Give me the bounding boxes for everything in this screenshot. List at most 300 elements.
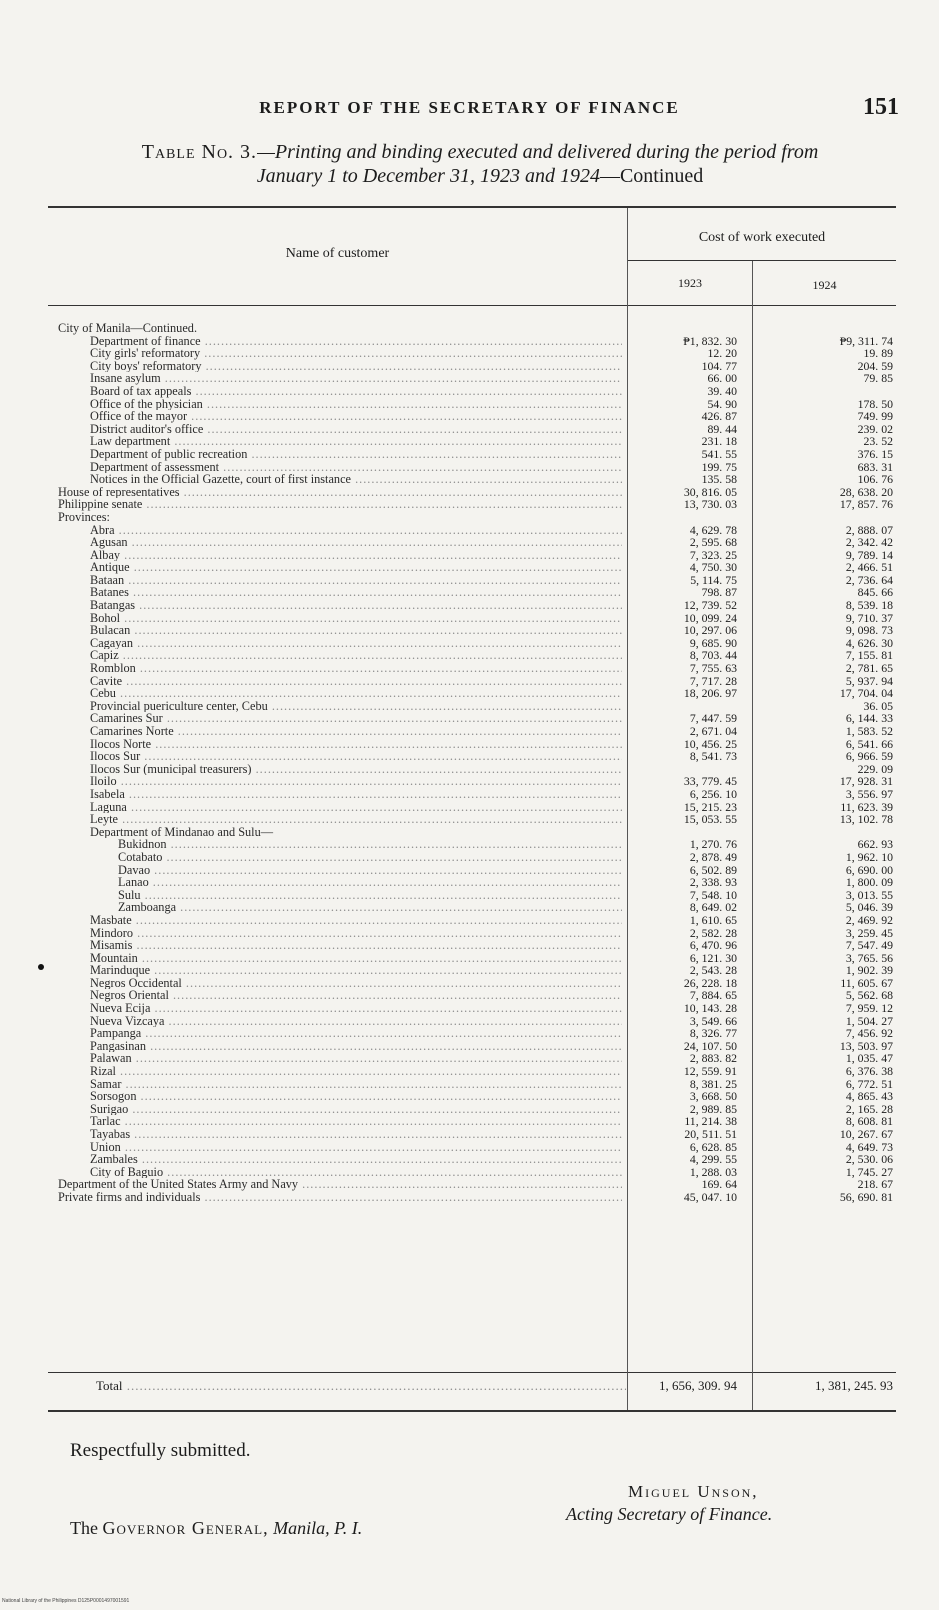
customer-name: City girls' reformatory ..... (90, 347, 622, 360)
cost-1924: 6, 690. 00 (845, 862, 893, 877)
table-row (0, 788, 939, 801)
cost-1923: 24, 107. 50 (683, 1038, 737, 1053)
customer-name: Davao ..... (118, 864, 622, 877)
customer-name: Law department ..... (90, 435, 622, 448)
table-row (0, 989, 939, 1002)
cost-1924: 6, 144. 33 (845, 711, 893, 726)
customer-name: Nueva Vizcaya ..... (90, 1015, 622, 1028)
customer-name: Tarlac ..... (90, 1115, 622, 1128)
cost-1923: 169. 64 (701, 1177, 737, 1192)
cost-1923: 11, 214. 38 (684, 1114, 737, 1129)
scan-footer: National Library of the Philippines D125P0001497001591 (2, 1598, 130, 1604)
cost-1924: 218. 67 (857, 1177, 893, 1192)
cost-1924: 6, 376. 38 (845, 1064, 893, 1079)
customer-name: Department of public recreation ..... (90, 448, 622, 461)
cost-1923: 4, 629. 78 (689, 522, 737, 537)
cost-1924: 1, 745. 27 (845, 1164, 893, 1179)
cost-1924: 1, 035. 47 (845, 1051, 893, 1066)
cost-1924: 3, 556. 97 (845, 786, 893, 801)
signer-name: Miguel Unson, (628, 1482, 759, 1501)
cost-1923: 6, 502. 89 (689, 862, 737, 877)
cost-1923: 1, 288. 03 (689, 1164, 737, 1179)
cost-1924: 5, 937. 94 (845, 673, 893, 688)
cost-1923: 26, 228. 18 (683, 975, 737, 990)
cost-1924: 10, 267. 67 (839, 1127, 893, 1141)
cost-1924: 56, 690. 81 (839, 1189, 893, 1204)
cost-1923: 2, 883. 82 (689, 1051, 737, 1066)
table-row (0, 687, 939, 700)
cost-1923: 6, 256. 10 (689, 786, 737, 801)
table-row (0, 826, 939, 839)
table-row (0, 586, 939, 599)
table-row (0, 1178, 939, 1191)
cost-1923: 20, 511. 51 (684, 1127, 737, 1141)
cost-1923: 33, 779. 45 (683, 774, 737, 789)
cost-1923: 3, 549. 66 (689, 1013, 737, 1028)
cost-1923: 15, 215. 23 (683, 799, 737, 814)
table-caption (60, 140, 900, 188)
cost-subheader-rule (628, 260, 896, 261)
cost-1924: 9, 710. 37 (845, 610, 893, 625)
cost-1923: 6, 121. 30 (689, 950, 737, 965)
cost-1924: 7, 155. 81 (845, 648, 893, 663)
customer-name: Cebu ..... (90, 687, 622, 700)
table-row (0, 775, 939, 788)
table-title-line2: January 1 to December 31, 1923 and 1924 (256, 165, 600, 187)
cost-1924: 6, 966. 59 (845, 749, 893, 764)
cost-1923: 12. 20 (707, 346, 737, 361)
cost-1924: 79. 85 (863, 371, 893, 386)
table-row (0, 561, 939, 574)
total-row (0, 1376, 939, 1396)
closing-line: Respectfully submitted. (70, 1440, 251, 1461)
addressee-prefix: The (70, 1518, 103, 1538)
table-row (0, 939, 939, 952)
customer-name: Antique ..... (90, 561, 622, 574)
table-row (0, 498, 939, 511)
cost-1924: 17, 704. 04 (839, 686, 893, 701)
cost-1924: 2, 530. 06 (845, 1152, 893, 1167)
table-row (0, 725, 939, 738)
table-row (0, 1027, 939, 1040)
customer-name: Department of finance ..... (90, 335, 622, 348)
cost-1923: 5, 114. 75 (690, 572, 737, 587)
table-title-line1: —Printing and binding executed and delivered during the period from (257, 141, 819, 163)
cost-1924: 1, 504. 27 (845, 1013, 893, 1028)
header-year-1923: 1923 (678, 276, 702, 290)
table-row (0, 435, 939, 448)
customer-name: Tayabas ..... (90, 1128, 622, 1141)
table-row (0, 1103, 939, 1116)
customer-name: Cotabato ..... (118, 851, 622, 864)
cost-1924: 7, 456. 92 (845, 1026, 893, 1041)
cost-1924: 11, 623. 39 (840, 799, 893, 814)
table-row (0, 864, 939, 877)
cost-1924: 1, 583. 52 (845, 724, 893, 738)
cost-1924: 9, 789. 14 (845, 547, 893, 562)
cost-1923: 7, 548. 10 (689, 887, 737, 902)
customer-name: Union ..... (90, 1141, 622, 1154)
table-row (0, 675, 939, 688)
customer-name: Agusan ..... (90, 536, 622, 549)
cost-1923: 798. 87 (701, 585, 737, 600)
table-bottom-rule (48, 1410, 896, 1412)
customer-name: Marinduque ..... (90, 964, 622, 977)
cost-1923: 8, 326. 77 (689, 1026, 737, 1041)
cost-1924: 13, 503. 97 (839, 1038, 893, 1053)
header-bottom-rule (48, 305, 896, 306)
customer-name: Iloilo ..... (90, 775, 622, 788)
customer-name: Bukidnon ..... (118, 838, 622, 851)
customer-name: Department of assessment ..... (90, 461, 622, 474)
customer-name: Misamis ..... (90, 939, 622, 952)
table-row (0, 876, 939, 889)
customer-name: Negros Occidental ..... (90, 977, 622, 990)
table-row (0, 372, 939, 385)
table-row (0, 977, 939, 990)
table-row (0, 1040, 939, 1053)
table-row (0, 473, 939, 486)
customer-name: Capiz ..... (90, 649, 622, 662)
table-row (0, 549, 939, 562)
table-row (0, 511, 939, 524)
customer-name: Bataan ..... (90, 574, 622, 587)
customer-name: Private firms and individuals ..... (58, 1191, 622, 1204)
cost-1923: 7, 447. 59 (689, 711, 737, 726)
cost-1923: 66. 00 (707, 371, 737, 386)
cost-1924: 4, 626. 30 (845, 635, 893, 650)
cost-1924: 1, 962. 10 (845, 849, 893, 864)
cost-1924: 1, 902. 39 (845, 963, 893, 978)
running-head: REPORT OF THE SECRETARY OF FINANCE (259, 98, 680, 117)
customer-name: Palawan ..... (90, 1052, 622, 1065)
header-cost-of-work: Cost of work executed (698, 230, 826, 245)
cost-1924: 2, 781. 65 (845, 661, 893, 676)
cost-1924: 36. 05 (863, 698, 893, 713)
cost-1923: 12, 739. 52 (683, 598, 737, 613)
cost-1924: 4, 865. 43 (845, 1089, 893, 1104)
cost-1923: 2, 543. 28 (689, 963, 737, 978)
table-row (0, 637, 939, 650)
table-row (0, 750, 939, 763)
customer-name: Department of the United States Army and Navy ..... (58, 1178, 622, 1191)
cost-1923: 2, 595. 68 (689, 535, 737, 550)
table-row (0, 700, 939, 713)
cost-1924: 178. 50 (857, 396, 893, 411)
cost-1923: 10, 456. 25 (683, 736, 737, 751)
customer-name: Ilocos Sur ..... (90, 750, 622, 763)
cost-1923: 104. 77 (701, 358, 737, 373)
cost-1923: 1, 270. 76 (689, 837, 737, 852)
customer-name: Philippine senate ..... (58, 498, 622, 511)
cost-1923: 7, 884. 65 (689, 988, 737, 1003)
customer-name: Romblon ..... (90, 662, 622, 675)
cost-1923: 8, 381. 25 (689, 1076, 737, 1091)
table-row (0, 712, 939, 725)
cost-1924: 11, 605. 67 (840, 975, 893, 990)
table-row (0, 1078, 939, 1091)
customer-name: Sorsogon ..... (90, 1090, 622, 1103)
cost-1923: 8, 703. 44 (689, 648, 737, 663)
cost-1924: 749. 99 (857, 409, 893, 424)
table-row (0, 1153, 939, 1166)
cost-1924: 8, 608. 81 (845, 1114, 893, 1129)
cost-1924: 7, 547. 49 (845, 938, 893, 953)
table-row (0, 1115, 939, 1128)
customer-name: Rizal ..... (90, 1065, 622, 1078)
cost-1924: 2, 888. 07 (845, 522, 893, 537)
cost-1924: 204. 59 (857, 358, 893, 373)
total-1924: 1, 381, 245. 93 (815, 1378, 893, 1393)
table-row (0, 1065, 939, 1078)
customer-name: Cagayan ..... (90, 637, 622, 650)
cost-1924: 5, 046. 39 (845, 900, 893, 915)
table-row (0, 927, 939, 940)
table-row (0, 1015, 939, 1028)
cost-1923: 3, 668. 50 (689, 1089, 737, 1104)
customer-name: City of Manila—Continued. (58, 322, 198, 335)
total-1923: 1, 656, 309. 94 (659, 1378, 737, 1393)
cost-1924: 6, 772. 51 (845, 1076, 893, 1091)
customer-name: Ilocos Sur (municipal treasurers) ..... (90, 763, 622, 776)
customer-name: Board of tax appeals ..... (90, 385, 622, 398)
cost-1923: 426. 87 (701, 409, 737, 424)
cost-1923: 39. 40 (707, 383, 737, 398)
table-row (0, 901, 939, 914)
table-row (0, 1002, 939, 1015)
customer-name: Camarines Norte ..... (90, 725, 622, 738)
cost-1924: 2, 165. 28 (845, 1101, 893, 1116)
cost-1924: 8, 539. 18 (845, 598, 893, 613)
table-row (0, 1166, 939, 1179)
cost-1923: 2, 582. 28 (689, 925, 737, 940)
total-label: Total ..... (96, 1376, 626, 1396)
cost-1924: 9, 098. 73 (845, 623, 893, 638)
customer-name: House of representatives ..... (58, 486, 622, 499)
table-row (0, 360, 939, 373)
cost-1923: 4, 750. 30 (689, 560, 737, 575)
table-row (0, 801, 939, 814)
cost-1924: 6, 541. 66 (845, 736, 893, 751)
header-name-of-customer: Name of customer (285, 246, 390, 261)
cost-1923: 7, 755. 63 (689, 661, 737, 676)
cost-1924: 3, 013. 55 (845, 887, 893, 902)
customer-name: Leyte ..... (90, 813, 622, 826)
cost-1924: 4, 649. 73 (845, 1139, 893, 1154)
customer-name: Abra ..... (90, 524, 622, 537)
cost-1924: 683. 31 (857, 459, 893, 474)
header-year-1924: 1924 (812, 278, 837, 292)
cost-1923: 8, 649. 02 (689, 900, 737, 915)
cost-1924: 19. 89 (863, 346, 893, 361)
cost-1923: 45, 047. 10 (683, 1189, 737, 1204)
table-row (0, 738, 939, 751)
table-row (0, 322, 939, 335)
total-top-rule (48, 1372, 896, 1373)
cost-1924: 229. 09 (857, 761, 893, 776)
table-row (0, 1191, 939, 1204)
cost-1924: 23. 52 (863, 434, 893, 449)
customer-name: Lanao ..... (118, 876, 622, 889)
table-row (0, 524, 939, 537)
table-row (0, 599, 939, 612)
cost-1924: 106. 76 (857, 472, 893, 487)
customer-name: Bulacan ..... (90, 624, 622, 637)
cost-1923: 231. 18 (701, 434, 737, 449)
customer-name: City of Baguio ..... (90, 1166, 622, 1179)
cost-1923: 1, 610. 65 (689, 912, 737, 927)
cost-1923: 15, 053. 55 (683, 812, 737, 827)
table-row (0, 1128, 939, 1141)
customer-name: Zamboanga ..... (118, 901, 622, 914)
cost-1923: 10, 297. 06 (683, 623, 737, 638)
customer-name: Bohol ..... (90, 612, 622, 625)
table-row (0, 448, 939, 461)
table-row (0, 649, 939, 662)
cost-1923: 2, 338. 93 (689, 875, 737, 890)
cost-1924: ₱9, 311. 74 (839, 333, 893, 348)
customer-name: Isabela ..... (90, 788, 622, 801)
cost-1924: 17, 928. 31 (839, 774, 893, 789)
cost-1924: 3, 765. 56 (845, 950, 893, 965)
cost-1923: 9, 685. 90 (689, 635, 737, 650)
customer-name: Zambales ..... (90, 1153, 622, 1166)
table-row (0, 486, 939, 499)
customer-name: Batangas ..... (90, 599, 622, 612)
cost-1924: 5, 562. 68 (845, 988, 893, 1003)
addressee (70, 1518, 362, 1539)
cost-1924: 28, 638. 20 (839, 484, 893, 499)
cost-1923: 6, 470. 96 (689, 938, 737, 953)
cost-1923: 2, 671. 04 (689, 724, 737, 738)
cost-1923: 6, 628. 85 (689, 1139, 737, 1154)
customer-name: Pangasinan ..... (90, 1040, 622, 1053)
cost-1923: 89. 44 (707, 421, 737, 436)
customer-name: Mindoro ..... (90, 927, 622, 940)
cost-1923: 8, 541. 73 (689, 749, 737, 764)
cost-1923: 13, 730. 03 (683, 497, 737, 512)
addressee-name: Governor General, (102, 1518, 269, 1538)
customer-name: Samar ..... (90, 1078, 622, 1091)
cost-1924: 2, 469. 92 (845, 912, 893, 927)
cost-1923: 10, 099. 24 (683, 610, 737, 625)
customer-name: Mountain ..... (90, 952, 622, 965)
cost-1923: 10, 143. 28 (683, 1001, 737, 1016)
table-row (0, 385, 939, 398)
cost-1923: 135. 58 (701, 472, 737, 487)
cost-1924: 17, 857. 76 (839, 497, 893, 512)
table-row (0, 763, 939, 776)
table-row (0, 612, 939, 625)
cost-1923: 2, 878. 49 (689, 849, 737, 864)
customer-name: Provincial puericulture center, Cebu ..... (90, 700, 622, 713)
customer-name: Department of Mindanao and Sulu— (90, 825, 274, 839)
table-row (0, 838, 939, 851)
customer-name: Office of the physician ..... (90, 398, 622, 411)
table-continued: —Continued (599, 165, 704, 187)
customer-name: Albay ..... (90, 549, 622, 562)
cost-1924: 3, 259. 45 (845, 925, 893, 940)
cost-1923: 30, 816. 05 (683, 484, 737, 499)
customer-name: District auditor's office ..... (90, 423, 622, 436)
cost-1923: 7, 717. 28 (689, 673, 737, 688)
customer-name: Camarines Sur ..... (90, 712, 622, 725)
customer-name: Negros Oriental ..... (90, 989, 622, 1002)
customer-name: Cavite ..... (90, 675, 622, 688)
customer-name: Pampanga ..... (90, 1027, 622, 1040)
table-row (0, 624, 939, 637)
cost-1924: 2, 342. 42 (845, 535, 893, 550)
cost-1924: 1, 800. 09 (845, 875, 893, 890)
page-number: 151 (863, 94, 899, 120)
table-row (0, 574, 939, 587)
customer-name: Notices in the Official Gazette, court of first instance ..... (90, 473, 622, 486)
cost-1923: 199. 75 (701, 459, 737, 474)
customer-name: Surigao ..... (90, 1103, 622, 1116)
cost-1923: 541. 55 (701, 446, 737, 461)
customer-name: Nueva Ecija ..... (90, 1002, 622, 1015)
cost-1923: 7, 323. 25 (689, 547, 737, 562)
customer-name: Office of the mayor ..... (90, 410, 622, 423)
table-row (0, 889, 939, 902)
table-row (0, 964, 939, 977)
cost-1923: 2, 989. 85 (689, 1101, 737, 1116)
table-row (0, 1090, 939, 1103)
customer-name: Masbate ..... (90, 914, 622, 927)
table-row (0, 914, 939, 927)
table-row (0, 398, 939, 411)
cost-1923: 18, 206. 97 (683, 686, 737, 701)
table-row (0, 347, 939, 360)
customer-name: Sulu ..... (118, 889, 622, 902)
customer-name: Provinces: (58, 510, 110, 524)
cost-1923: ₱1, 832. 30 (683, 333, 737, 348)
cost-1924: 13, 102. 78 (839, 812, 893, 827)
table-body (0, 322, 939, 1204)
cost-1923: 4, 299. 55 (689, 1152, 737, 1167)
table-row (0, 1052, 939, 1065)
cost-1924: 845. 66 (857, 585, 893, 600)
table-row (0, 952, 939, 965)
cost-1924: 662. 93 (857, 837, 893, 852)
cost-1923: 12, 559. 91 (683, 1064, 737, 1079)
table-row (0, 423, 939, 436)
table-row (0, 536, 939, 549)
margin-ink-mark (38, 964, 44, 970)
cost-1924: 7, 959. 12 (845, 1001, 893, 1016)
addressee-place: Manila, P. I. (268, 1518, 363, 1538)
table-number: Table No. 3. (141, 141, 258, 163)
customer-name: Laguna ..... (90, 801, 622, 814)
customer-name: Insane asylum ..... (90, 372, 622, 385)
cost-1924: 2, 466. 51 (845, 560, 893, 575)
table-row (0, 813, 939, 826)
cost-1924: 2, 736. 64 (845, 572, 893, 587)
table-row (0, 851, 939, 864)
signer-title: Acting Secretary of Finance. (566, 1504, 773, 1524)
cost-1924: 239. 02 (857, 421, 893, 436)
cost-1923: 54. 90 (707, 396, 737, 411)
cost-1924: 376. 15 (857, 446, 893, 461)
table-row (0, 1141, 939, 1154)
table-row (0, 461, 939, 474)
table-top-rule (48, 206, 896, 208)
customer-name: Ilocos Norte ..... (90, 738, 622, 751)
table-row (0, 410, 939, 423)
customer-name: Batanes ..... (90, 586, 622, 599)
table-row (0, 662, 939, 675)
customer-name: City boys' reformatory ..... (90, 360, 622, 373)
